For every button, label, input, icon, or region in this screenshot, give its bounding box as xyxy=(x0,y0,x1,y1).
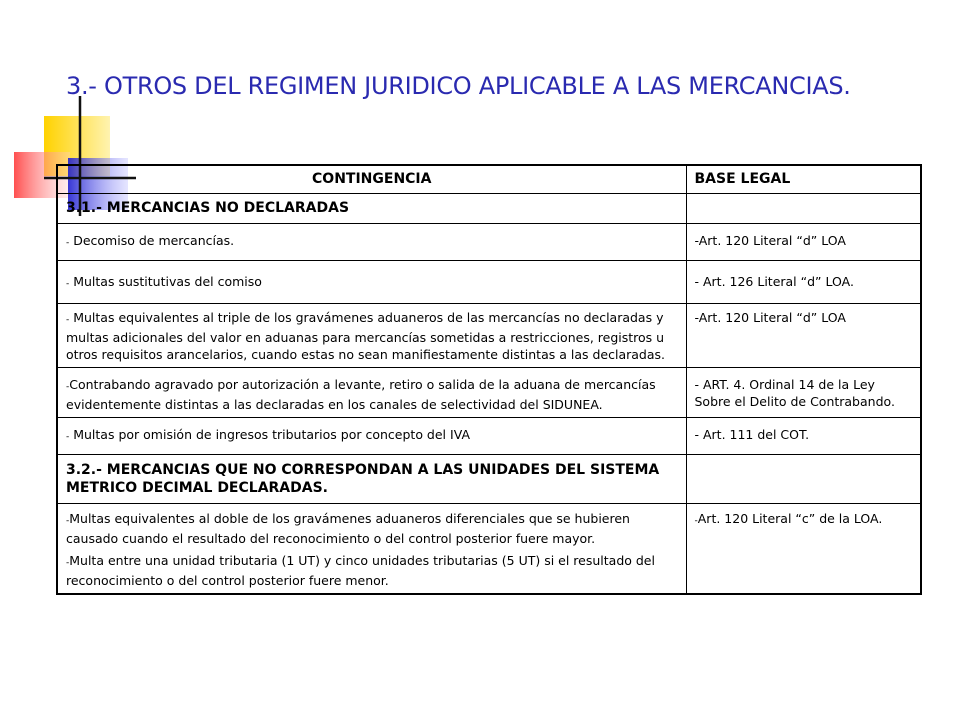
table-header-row xyxy=(57,165,921,194)
legal-table xyxy=(56,164,922,595)
header-contingencia: CONTINGENCIA xyxy=(57,165,686,194)
section-title: 3.2.- MERCANCIAS QUE NO CORRESPONDAN A LAS UNIDADES DEL SISTEMA METRICO DECIMAL DECLARADAS. xyxy=(57,455,686,504)
contingencia-cell xyxy=(57,504,686,595)
header-base-legal: BASE LEGAL xyxy=(686,165,921,194)
base-legal-cell: - ART. 4. Ordinal 14 de la Ley Sobre el Delito de Contrabando. xyxy=(686,368,921,418)
section-row xyxy=(57,455,921,504)
section-title: 3.1.- MERCANCIAS NO DECLARADAS xyxy=(57,194,686,224)
section-row xyxy=(57,194,921,224)
base-legal-cell: -Art. 120 Literal “d” LOA xyxy=(686,304,921,368)
table-row xyxy=(57,368,921,418)
empty-cell xyxy=(686,194,921,224)
list-item: -Multas equivalentes al doble de los gravámenes aduaneros diferenciales que se hubieren causado cuando el resultado del reconocimiento o del control posterior fuere mayor. xyxy=(66,511,630,546)
empty-cell xyxy=(686,455,921,504)
page-title: 3.- OTROS DEL REGIMEN JURIDICO APLICABLE A LAS MERCANCIAS. xyxy=(66,72,851,100)
contingencia-cell: - Decomiso de mercancías. xyxy=(57,224,686,261)
table-row xyxy=(57,418,921,455)
contingencia-cell: - Multas sustitutivas del comiso xyxy=(57,261,686,304)
list-item: -Multa entre una unidad tributaria (1 UT) y cinco unidades tributarias (5 UT) si el resultado del reconocimiento o del control posterior fuere menor. xyxy=(66,553,655,588)
table-row xyxy=(57,504,921,595)
table-row xyxy=(57,304,921,368)
base-legal-cell: - Art. 111 del COT. xyxy=(686,418,921,455)
base-legal-cell: -Art. 120 Literal “c” de la LOA. xyxy=(686,504,921,595)
base-legal-cell: - Art. 126 Literal “d” LOA. xyxy=(686,261,921,304)
contingencia-cell: - Multas equivalentes al triple de los gravámenes aduaneros de las mercancías no declaradas y multas adicionales del valor en aduanas para mercancías sometidas a restricciones, registros u otros requisitos arancelarios, cuando estas no sean manifiestamente distintas a las declaradas. xyxy=(57,304,686,368)
table-row xyxy=(57,261,921,304)
table-row xyxy=(57,224,921,261)
base-legal-cell: -Art. 120 Literal “d” LOA xyxy=(686,224,921,261)
contingencia-cell: - Multas por omisión de ingresos tributarios por concepto del IVA xyxy=(57,418,686,455)
contingencia-cell: -Contrabando agravado por autorización a levante, retiro o salida de la aduana de mercancías evidentemente distintas a las declaradas en los canales de selectividad del SIDUNEA. xyxy=(57,368,686,418)
